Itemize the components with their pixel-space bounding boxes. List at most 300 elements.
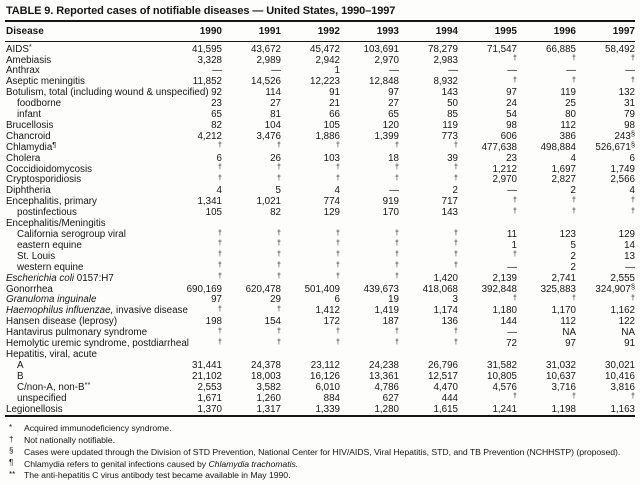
table-row <box>5 56 635 67</box>
value-cell: † <box>630 74 635 84</box>
value-cell: † <box>217 336 222 346</box>
value-cell: 14,526 <box>251 76 281 88</box>
value-cell: 11,852 <box>192 76 222 88</box>
disease-name-cell: Encephalitis, primary <box>6 196 97 208</box>
value-cell: † <box>335 271 340 281</box>
value-cell: 3,816 <box>610 381 635 393</box>
value-cell: 103,691 <box>363 43 399 55</box>
value-cell: 82 <box>211 119 222 131</box>
value-cell: 16,126 <box>310 370 340 382</box>
value-cell: † <box>394 227 399 237</box>
value-cell: 187 <box>382 316 399 328</box>
value-cell: † <box>630 292 635 302</box>
value-cell: † <box>217 140 222 150</box>
value-cell: † <box>335 162 340 172</box>
value-cell: 19 <box>388 294 399 306</box>
value-cell: 1 <box>511 239 517 251</box>
value-cell: 1,399 <box>374 130 399 142</box>
value-cell: 66,885 <box>546 43 576 55</box>
value-cell: 114 <box>265 87 281 99</box>
value-cell: 498,884 <box>540 141 576 153</box>
value-cell: 54 <box>506 109 517 121</box>
value-cell: 21 <box>329 98 340 110</box>
table-row <box>5 175 635 186</box>
value-cell: † <box>217 162 222 172</box>
value-cell: † <box>512 53 517 62</box>
disease-name-cell: Haemophilus influenzae, invasive disease <box>6 305 188 317</box>
value-cell: † <box>512 391 517 401</box>
value-cell: † <box>276 271 281 281</box>
value-cell: † <box>394 172 399 182</box>
value-cell: — <box>389 185 399 197</box>
value-cell: 1,174 <box>433 305 458 317</box>
value-cell: 2,827 <box>551 174 576 186</box>
value-cell: 2,983 <box>433 54 458 66</box>
value-cell: 3,716 <box>551 381 576 393</box>
value-cell: 10,637 <box>546 370 576 382</box>
value-cell: 6 <box>334 294 340 306</box>
value-cell: 1,317 <box>256 403 281 415</box>
table-row <box>5 154 635 165</box>
value-cell: — <box>625 65 635 77</box>
value-cell: † <box>276 303 281 313</box>
column-header-disease: Disease <box>5 22 163 42</box>
column-header-1990: 1990 <box>163 22 222 42</box>
value-cell: † <box>453 249 458 259</box>
value-cell: 144 <box>500 316 517 328</box>
value-cell: 477,638 <box>481 141 517 153</box>
value-cell: 43,672 <box>251 43 281 55</box>
value-cell: 3,328 <box>197 54 222 66</box>
value-cell: 79 <box>624 109 635 121</box>
value-cell: † <box>335 140 340 150</box>
footnote-marker: § <box>9 446 14 456</box>
value-cell: 4,576 <box>492 381 517 393</box>
value-cell: — <box>389 65 399 77</box>
value-cell: † <box>335 238 340 248</box>
disease-name-cell: Cryptosporidiosis <box>6 174 82 186</box>
value-cell: 773 <box>441 130 458 142</box>
value-cell: † <box>217 260 222 270</box>
disease-name-cell: foodborne <box>17 98 62 110</box>
value-cell: 386 <box>559 130 576 142</box>
value-cell: † <box>217 303 222 313</box>
value-cell: 1,280 <box>374 403 399 415</box>
value-cell: 501,409 <box>304 283 340 295</box>
value-cell: 45,472 <box>310 43 340 55</box>
disease-name-cell: Encephalitis/Meningitis <box>6 218 106 230</box>
value-cell: 1,697 <box>551 163 576 175</box>
value-cell: 1,419 <box>374 305 399 317</box>
table-row <box>5 274 635 285</box>
table-row <box>5 42 635 56</box>
value-cell: 2 <box>570 250 576 262</box>
value-cell: 12,223 <box>310 76 340 88</box>
value-cell: † <box>217 271 222 281</box>
value-cell <box>281 219 340 230</box>
value-cell: 1,198 <box>551 403 576 415</box>
disease-name-cell: Granuloma inguinale <box>6 294 97 306</box>
footnote <box>9 435 635 447</box>
value-cell: † <box>394 260 399 270</box>
value-cell: 10,416 <box>605 370 635 382</box>
value-cell: 154 <box>264 316 281 328</box>
value-cell: 6,010 <box>315 381 340 393</box>
disease-name-cell: eastern equine <box>17 239 82 251</box>
value-cell: 120 <box>382 119 399 131</box>
disease-name-cell: unspecified <box>17 392 67 404</box>
disease-name-cell: Diphtheria <box>6 185 51 197</box>
value-cell: † <box>217 227 222 237</box>
value-cell: 1 <box>334 65 340 77</box>
value-cell: 5 <box>570 239 576 251</box>
value-cell: NA <box>562 327 576 339</box>
value-cell: 1,370 <box>197 403 222 415</box>
value-cell: 2,741 <box>551 272 576 284</box>
value-cell: 2 <box>570 261 576 273</box>
value-cell: 24 <box>506 98 517 110</box>
footnote <box>9 470 635 482</box>
value-cell: 2,970 <box>492 174 517 186</box>
value-cell: † <box>453 260 458 270</box>
table-row <box>5 88 635 99</box>
value-cell <box>340 219 399 230</box>
footnote <box>9 423 635 435</box>
value-cell: † <box>512 205 517 215</box>
disease-name-cell: Hepatitis, viral, acute <box>6 348 97 360</box>
value-cell: † <box>512 194 517 204</box>
value-cell: 418,068 <box>422 283 458 295</box>
value-cell: 3,476 <box>256 130 281 142</box>
footnote-text: Chlamydia refers to genital infections caused by Chlamydia trachomatis. <box>24 458 299 469</box>
value-cell: 14 <box>624 239 635 251</box>
value-cell: 26 <box>270 152 281 164</box>
value-cell: 1,339 <box>315 403 340 415</box>
value-cell: 105 <box>323 119 340 131</box>
value-cell: 1,212 <box>492 163 517 175</box>
value-cell: 444 <box>441 392 458 404</box>
disease-name-cell: St. Louis <box>17 250 56 262</box>
value-cell: 13 <box>624 250 635 262</box>
value-cell: † <box>335 325 340 335</box>
value-cell: † <box>276 172 281 182</box>
value-cell: 2,555 <box>610 272 635 284</box>
value-cell: 4 <box>216 185 222 197</box>
value-cell: † <box>276 227 281 237</box>
value-cell: † <box>630 53 635 62</box>
value-cell: † <box>453 336 458 346</box>
value-cell: † <box>335 249 340 259</box>
value-cell: † <box>394 249 399 259</box>
column-header-1996: 1996 <box>517 22 576 42</box>
value-cell: 29 <box>270 294 281 306</box>
value-cell: † <box>335 260 340 270</box>
value-cell: 2 <box>570 185 576 197</box>
footnotes <box>5 417 635 482</box>
value-cell: 172 <box>323 316 340 328</box>
value-cell: 620,478 <box>245 283 281 295</box>
value-cell: 324,907§ <box>595 282 635 295</box>
value-cell: 170 <box>382 207 399 219</box>
value-cell: † <box>276 325 281 335</box>
value-cell: † <box>276 238 281 248</box>
value-cell: † <box>453 172 458 182</box>
value-cell: 27 <box>388 98 399 110</box>
value-cell: † <box>453 162 458 172</box>
value-cell: 1,170 <box>551 305 576 317</box>
value-cell: † <box>394 325 399 335</box>
column-header-1991: 1991 <box>222 22 281 42</box>
table-row <box>5 99 635 110</box>
value-cell: 439,673 <box>363 283 399 295</box>
table-row <box>5 394 635 405</box>
disease-name-cell: Chlamydia¶ <box>6 140 57 153</box>
value-cell: 23,112 <box>310 359 340 371</box>
value-cell: 91 <box>624 338 635 350</box>
table-row <box>5 186 635 197</box>
value-cell: 65 <box>211 109 222 121</box>
value-cell: 112 <box>560 316 576 328</box>
value-cell: 31,441 <box>192 359 222 371</box>
value-cell: 1,163 <box>610 403 635 415</box>
value-cell: 243§ <box>614 129 635 142</box>
value-cell: 71,547 <box>487 43 517 55</box>
value-cell: † <box>571 53 576 62</box>
disease-name-cell: AIDS* <box>6 42 32 55</box>
value-cell: 1,341 <box>197 196 222 208</box>
disease-name-cell: Aseptic meningitis <box>6 76 85 88</box>
value-cell: 103 <box>323 152 340 164</box>
value-cell: 31,032 <box>546 359 576 371</box>
value-cell: 30,021 <box>605 359 635 371</box>
value-cell: 884 <box>323 392 340 404</box>
value-cell: 23 <box>211 98 222 110</box>
value-cell: 58,492 <box>605 43 635 55</box>
value-cell: 606 <box>500 130 517 142</box>
value-cell: 5 <box>275 185 281 197</box>
value-cell: 2,989 <box>256 54 281 66</box>
value-cell: — <box>507 185 517 197</box>
table-row <box>5 197 635 208</box>
table-row <box>5 230 635 241</box>
column-header-1993: 1993 <box>340 22 399 42</box>
disease-name-cell: Amebiasis <box>6 54 52 66</box>
disease-name-cell: western equine <box>17 261 84 273</box>
value-cell: 104 <box>264 119 281 131</box>
value-cell: † <box>394 140 399 150</box>
value-cell: † <box>571 194 576 204</box>
value-cell: — <box>625 261 635 273</box>
value-cell: 85 <box>447 109 458 121</box>
value-cell: 98 <box>506 119 517 131</box>
value-cell: 4,470 <box>433 381 458 393</box>
value-cell: 4 <box>334 185 340 197</box>
value-cell: 50 <box>447 98 458 110</box>
value-cell: 4 <box>629 185 635 197</box>
value-cell: 392,848 <box>481 283 517 295</box>
disease-name-cell: Hansen disease (leprosy) <box>6 316 118 328</box>
value-cell: 774 <box>323 196 340 208</box>
table-row <box>5 110 635 121</box>
value-cell: 2,942 <box>315 54 340 66</box>
value-cell: 526,671§ <box>595 140 635 153</box>
value-cell: 82 <box>270 207 281 219</box>
value-cell: † <box>335 227 340 237</box>
value-cell: 26,796 <box>428 359 458 371</box>
value-cell: 122 <box>618 316 635 328</box>
value-cell: 1,671 <box>197 392 222 404</box>
value-cell: 1,886 <box>315 130 340 142</box>
value-cell: † <box>571 391 576 401</box>
value-cell: — <box>212 65 222 77</box>
value-cell: 12,517 <box>428 370 458 382</box>
value-cell: † <box>512 292 517 302</box>
value-cell: 1,162 <box>610 305 635 317</box>
value-cell: 4,212 <box>197 130 222 142</box>
value-cell: 1,241 <box>492 403 517 415</box>
value-cell: 21,102 <box>192 370 222 382</box>
value-cell: 97 <box>211 294 222 306</box>
table-row <box>5 383 635 394</box>
value-cell: 143 <box>441 87 458 99</box>
value-cell: 27 <box>270 98 281 110</box>
value-cell: † <box>630 205 635 215</box>
value-cell: — <box>566 65 576 77</box>
value-cell: 8,932 <box>433 76 458 88</box>
value-cell: 6 <box>629 152 635 164</box>
value-cell: † <box>571 74 576 84</box>
value-cell: † <box>453 140 458 150</box>
value-cell: 129 <box>618 229 635 240</box>
disease-name-cell: Legionellosis <box>6 403 63 415</box>
value-cell: 627 <box>382 392 399 404</box>
value-cell: 78,279 <box>428 43 458 55</box>
value-cell: † <box>217 172 222 182</box>
disease-name-cell: Escherichia coli 0157:H7 <box>6 272 114 284</box>
value-cell: 143 <box>441 207 458 219</box>
value-cell: † <box>394 271 399 281</box>
table-row <box>5 285 635 296</box>
disease-name-cell: Anthrax <box>6 65 40 77</box>
value-cell <box>222 219 281 230</box>
footnote <box>9 447 635 459</box>
value-cell: † <box>217 238 222 248</box>
value-cell: 97 <box>506 87 517 99</box>
value-cell: 18 <box>388 152 399 164</box>
value-cell: 112 <box>560 119 576 131</box>
value-cell: NA <box>621 327 635 339</box>
value-cell: — <box>507 327 517 339</box>
value-cell: † <box>571 205 576 215</box>
footnote-text: Acquired immunodeficiency syndrome. <box>24 423 172 434</box>
disease-name-cell: infant <box>17 109 41 121</box>
value-cell: 72 <box>506 338 517 350</box>
disease-name-cell: Hemolytic uremic syndrome, postdiarrheal <box>6 338 189 350</box>
header-row <box>5 22 635 42</box>
value-cell: 31 <box>624 98 635 110</box>
value-cell: 24,238 <box>369 359 399 371</box>
disease-name-cell: California serogroup viral <box>17 229 126 240</box>
value-cell: 10,805 <box>487 370 517 382</box>
value-cell <box>399 219 458 230</box>
value-cell: 1,412 <box>315 305 340 317</box>
value-cell: 136 <box>441 316 458 328</box>
value-cell: † <box>276 336 281 346</box>
column-header-1995: 1995 <box>458 22 517 42</box>
value-cell: 18,003 <box>251 370 281 382</box>
column-header-1994: 1994 <box>399 22 458 42</box>
value-cell: † <box>453 325 458 335</box>
value-cell: — <box>507 261 517 273</box>
value-cell: 919 <box>382 196 399 208</box>
value-cell: 4,786 <box>374 381 399 393</box>
value-cell: † <box>276 162 281 172</box>
value-cell: 92 <box>211 87 222 99</box>
value-cell: 1,180 <box>492 305 517 317</box>
value-cell: † <box>276 260 281 270</box>
value-cell: 80 <box>565 109 576 121</box>
value-cell: 690,169 <box>186 283 222 295</box>
value-cell: † <box>394 238 399 248</box>
value-cell: 6 <box>216 152 222 164</box>
value-cell: 91 <box>329 87 340 99</box>
value-cell: — <box>507 65 517 77</box>
value-cell: 1,420 <box>433 272 458 284</box>
value-cell: 2 <box>452 185 458 197</box>
footnote-marker: * <box>9 422 13 432</box>
value-cell: 98 <box>624 119 635 131</box>
footnote-text: Not nationally notifiable. <box>24 435 115 446</box>
table-body <box>5 42 635 417</box>
value-cell: 81 <box>270 109 281 121</box>
value-cell: 4 <box>570 152 576 164</box>
value-cell: 31,582 <box>487 359 517 371</box>
value-cell: 2,566 <box>610 174 635 186</box>
disease-name-cell: Botulism, total (including wound & unspecified) <box>6 87 209 99</box>
value-cell: 12,848 <box>369 76 399 88</box>
table-row <box>5 252 635 263</box>
value-cell: 41,595 <box>192 43 222 55</box>
value-cell: 3 <box>452 294 458 306</box>
footnote-marker: ¶ <box>9 458 14 468</box>
disease-name-cell: Gonorrhea <box>6 283 53 295</box>
value-cell: 198 <box>205 316 222 328</box>
table-row <box>5 143 635 154</box>
value-cell: 2,139 <box>492 272 517 284</box>
value-cell: — <box>271 65 281 77</box>
value-cell: † <box>276 140 281 150</box>
value-cell: 2,970 <box>374 54 399 66</box>
value-cell: † <box>571 292 576 302</box>
value-cell: 1,615 <box>433 403 458 415</box>
value-cell: † <box>394 162 399 172</box>
disease-name-cell: Chancroid <box>6 130 51 142</box>
value-cell <box>163 219 222 230</box>
table-row <box>5 165 635 176</box>
value-cell: 24,378 <box>251 359 281 371</box>
value-cell: † <box>630 194 635 204</box>
footnote-marker: ** <box>9 469 16 479</box>
value-cell: † <box>335 336 340 346</box>
value-cell: 1,021 <box>256 196 281 208</box>
value-cell: 97 <box>565 338 576 350</box>
value-cell: 325,883 <box>540 283 576 295</box>
value-cell: † <box>512 249 517 259</box>
value-cell: — <box>448 65 458 77</box>
footnote <box>9 459 635 471</box>
value-cell: † <box>453 238 458 248</box>
value-cell: 129 <box>323 207 340 219</box>
